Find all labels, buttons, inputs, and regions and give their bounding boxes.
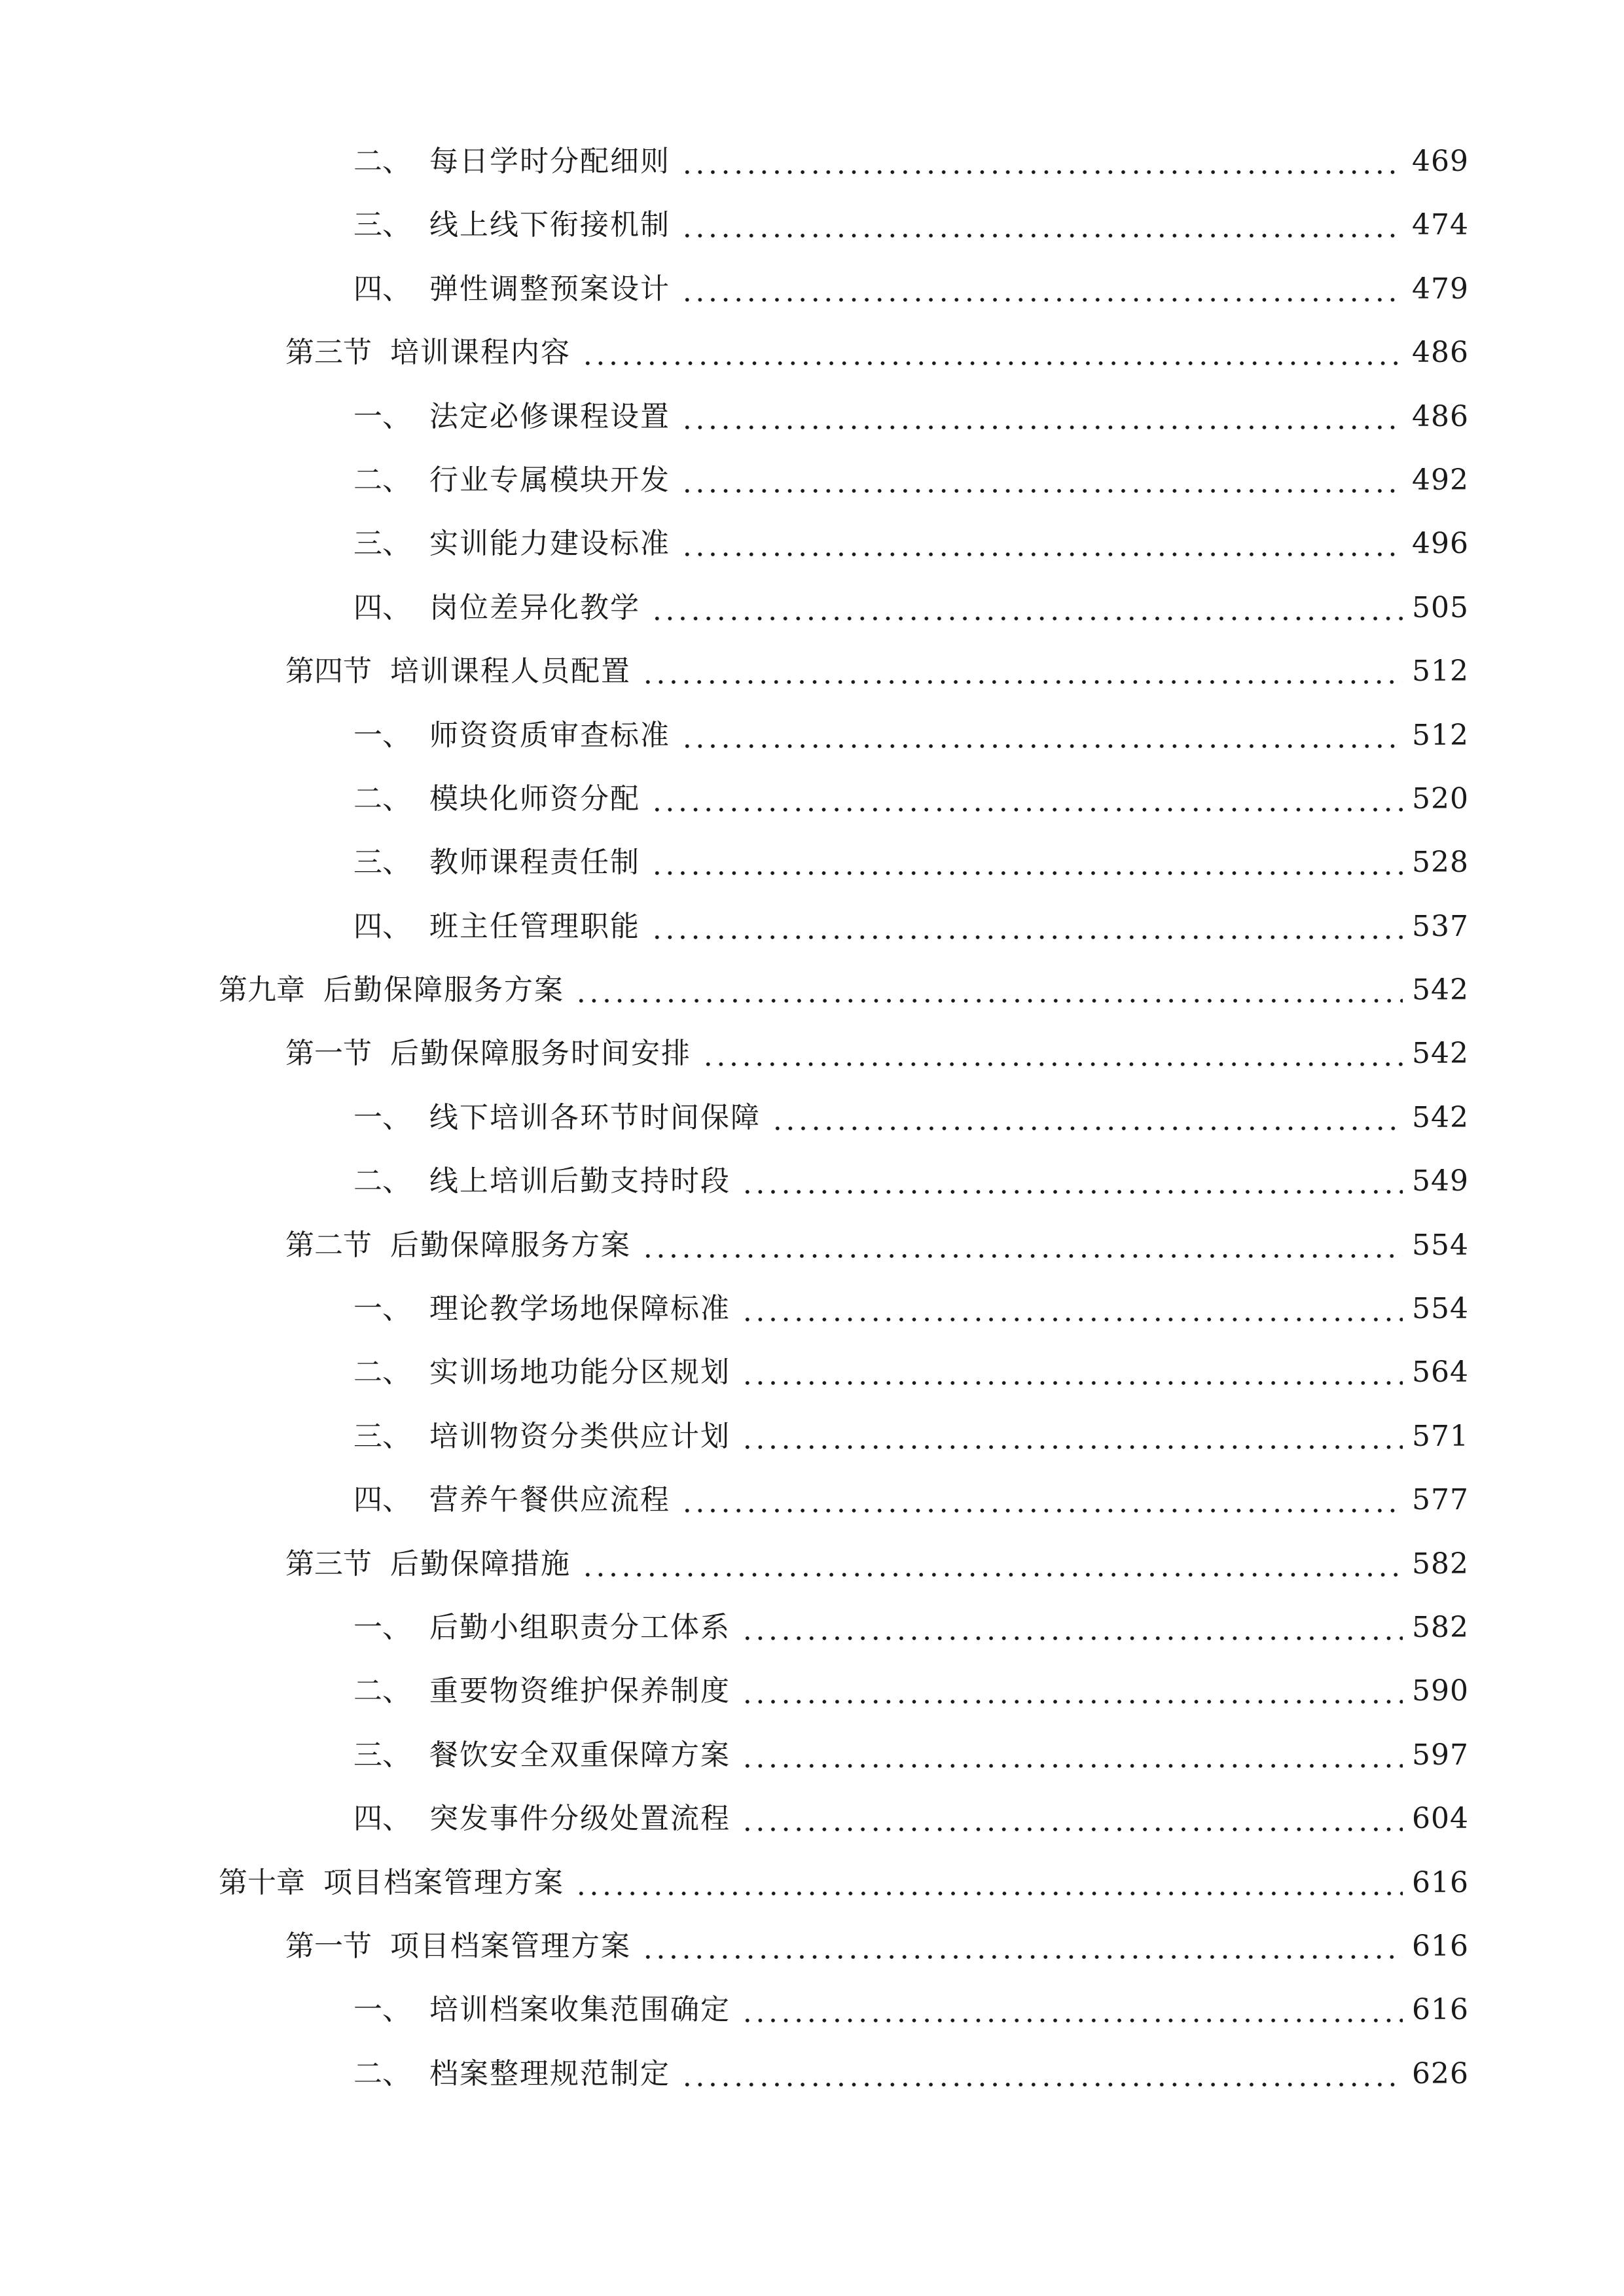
dot-leader — [651, 906, 1403, 947]
dot-leader — [741, 1161, 1403, 1202]
entry-title: 培训课程内容 — [390, 336, 571, 370]
entry-number: 第二节 — [285, 1228, 372, 1262]
entry-title: 后勤保障服务方案 — [323, 973, 564, 1007]
toc-entry[interactable] — [0, 651, 1624, 715]
dot-leader — [771, 1098, 1403, 1138]
dot-leader — [651, 588, 1403, 628]
toc-entry[interactable] — [0, 842, 1624, 906]
dot-leader — [741, 1735, 1403, 1776]
entry-number: 第一节 — [285, 1929, 372, 1963]
entry-number: 一、 — [353, 1610, 411, 1644]
entry-number: 三、 — [353, 527, 411, 561]
toc-entry[interactable] — [0, 1098, 1624, 1161]
entry-page-number: 564 — [1412, 1355, 1469, 1390]
toc-entry[interactable] — [0, 1863, 1624, 1926]
entry-number: 一、 — [353, 1292, 411, 1326]
dot-leader — [581, 1544, 1403, 1585]
dot-leader — [741, 1289, 1403, 1329]
dot-leader — [641, 1225, 1403, 1266]
entry-page-number: 542 — [1412, 1100, 1469, 1134]
entry-page-number: 554 — [1412, 1292, 1469, 1326]
entry-title: 师资资质审查标准 — [429, 718, 670, 752]
entry-page-number: 505 — [1412, 590, 1469, 624]
toc-entry[interactable] — [0, 141, 1624, 205]
toc-entry[interactable] — [0, 1289, 1624, 1352]
dot-leader — [702, 1033, 1403, 1074]
entry-title: 教师课程责任制 — [429, 846, 640, 880]
toc-entry[interactable] — [0, 524, 1624, 587]
toc-entry[interactable] — [0, 1607, 1624, 1671]
toc-entry[interactable] — [0, 1735, 1624, 1799]
dot-leader — [575, 970, 1403, 1011]
entry-number: 二、 — [353, 1355, 411, 1390]
dot-leader — [681, 397, 1403, 437]
entry-number: 第九章 — [219, 973, 305, 1007]
entry-number: 第三节 — [285, 1547, 372, 1581]
dot-leader — [681, 460, 1403, 501]
entry-number: 三、 — [353, 1419, 411, 1453]
entry-title: 餐饮安全双重保障方案 — [429, 1738, 731, 1772]
entry-number: 四、 — [353, 1802, 411, 1836]
entry-page-number: 492 — [1412, 463, 1469, 497]
dot-leader — [741, 1416, 1403, 1457]
entry-title: 培训档案收集范围确定 — [429, 1993, 731, 2027]
dot-leader — [641, 651, 1403, 692]
entry-page-number: 582 — [1412, 1610, 1469, 1644]
entry-title: 档案整理规范制定 — [429, 2056, 670, 2090]
dot-leader — [651, 842, 1403, 883]
dot-leader — [741, 1607, 1403, 1648]
entry-title: 实训能力建设标准 — [429, 527, 670, 561]
entry-page-number: 496 — [1412, 527, 1469, 561]
entry-page-number: 512 — [1412, 655, 1469, 689]
toc-entry[interactable] — [0, 332, 1624, 396]
entry-page-number: 486 — [1412, 336, 1469, 370]
entry-page-number: 520 — [1412, 781, 1469, 816]
entry-page-number: 590 — [1412, 1674, 1469, 1708]
entry-title: 班主任管理职能 — [429, 909, 640, 943]
entry-title: 项目档案管理方案 — [323, 1865, 564, 1899]
dot-leader — [741, 1799, 1403, 1839]
entry-number: 二、 — [353, 463, 411, 497]
entry-number: 一、 — [353, 1993, 411, 2027]
toc-entry[interactable] — [0, 1416, 1624, 1480]
toc-entry[interactable] — [0, 269, 1624, 332]
dot-leader — [681, 2054, 1403, 2094]
entry-page-number: 577 — [1412, 1483, 1469, 1517]
entry-number: 二、 — [353, 781, 411, 816]
entry-page-number: 597 — [1412, 1738, 1469, 1772]
toc-entry[interactable] — [0, 1926, 1624, 1990]
entry-number: 四、 — [353, 909, 411, 943]
dot-leader — [681, 715, 1403, 756]
entry-title: 培训课程人员配置 — [390, 655, 631, 689]
entry-title: 岗位差异化教学 — [429, 590, 640, 624]
entry-page-number: 616 — [1412, 1929, 1469, 1963]
entry-page-number: 486 — [1412, 399, 1469, 433]
entry-title: 线上培训后勤支持时段 — [429, 1164, 731, 1198]
entry-title: 项目档案管理方案 — [390, 1929, 631, 1963]
entry-title: 弹性调整预案设计 — [429, 272, 670, 306]
entry-number: 三、 — [353, 846, 411, 880]
entry-page-number: 528 — [1412, 846, 1469, 880]
dot-leader — [681, 524, 1403, 564]
entry-title: 后勤小组职责分工体系 — [429, 1610, 731, 1644]
dot-leader — [581, 332, 1403, 373]
entry-number: 四、 — [353, 272, 411, 306]
entry-number: 三、 — [353, 208, 411, 242]
entry-page-number: 537 — [1412, 909, 1469, 943]
toc-entry[interactable] — [0, 2054, 1624, 2117]
entry-page-number: 474 — [1412, 208, 1469, 242]
toc-entry[interactable] — [0, 1352, 1624, 1416]
toc-entry[interactable] — [0, 205, 1624, 268]
entry-title: 模块化师资分配 — [429, 781, 640, 816]
dot-leader — [741, 1990, 1403, 2030]
entry-number: 第三节 — [285, 336, 372, 370]
dot-leader — [651, 779, 1403, 819]
entry-title: 重要物资维护保养制度 — [429, 1674, 731, 1708]
dot-leader — [681, 141, 1403, 182]
dot-leader — [681, 1480, 1403, 1520]
entry-title: 线下培训各环节时间保障 — [429, 1100, 761, 1134]
dot-leader — [681, 205, 1403, 245]
entry-title: 营养午餐供应流程 — [429, 1483, 670, 1517]
entry-number: 一、 — [353, 399, 411, 433]
toc-entry[interactable] — [0, 397, 1624, 460]
entry-number: 第十章 — [219, 1865, 305, 1899]
toc-entry[interactable] — [0, 1671, 1624, 1734]
entry-title: 突发事件分级处置流程 — [429, 1802, 731, 1836]
toc-entry[interactable] — [0, 1225, 1624, 1289]
entry-title: 法定必修课程设置 — [429, 399, 670, 433]
entry-number: 四、 — [353, 590, 411, 624]
toc-entry[interactable] — [0, 460, 1624, 524]
entry-page-number: 542 — [1412, 973, 1469, 1007]
entry-title: 线上线下衔接机制 — [429, 208, 670, 242]
entry-title: 实训场地功能分区规划 — [429, 1355, 731, 1390]
entry-number: 二、 — [353, 1164, 411, 1198]
entry-page-number: 604 — [1412, 1802, 1469, 1836]
entry-number: 第四节 — [285, 655, 372, 689]
dot-leader — [741, 1671, 1403, 1712]
entry-number: 三、 — [353, 1738, 411, 1772]
entry-title: 培训物资分类供应计划 — [429, 1419, 731, 1453]
toc-entry[interactable] — [0, 1161, 1624, 1225]
entry-number: 第一节 — [285, 1037, 372, 1071]
entry-page-number: 549 — [1412, 1164, 1469, 1198]
entry-page-number: 626 — [1412, 2056, 1469, 2090]
entry-title: 后勤保障服务时间安排 — [390, 1037, 691, 1071]
entry-page-number: 616 — [1412, 1993, 1469, 2027]
toc-entry[interactable] — [0, 1544, 1624, 1607]
toc-entry[interactable] — [0, 970, 1624, 1033]
toc-entry[interactable] — [0, 588, 1624, 651]
entry-title: 每日学时分配细则 — [429, 145, 670, 178]
entry-number: 二、 — [353, 2056, 411, 2090]
toc-entry[interactable] — [0, 779, 1624, 842]
entry-page-number: 616 — [1412, 1865, 1469, 1899]
entry-title: 后勤保障服务方案 — [390, 1228, 631, 1262]
toc-entry[interactable] — [0, 906, 1624, 970]
entry-number: 一、 — [353, 1100, 411, 1134]
entry-number: 一、 — [353, 718, 411, 752]
entry-page-number: 554 — [1412, 1228, 1469, 1262]
entry-number: 四、 — [353, 1483, 411, 1517]
entry-title: 后勤保障措施 — [390, 1547, 571, 1581]
table-of-contents — [0, 141, 1624, 2117]
dot-leader — [681, 269, 1403, 310]
toc-entry[interactable] — [0, 1799, 1624, 1862]
toc-entry[interactable] — [0, 1033, 1624, 1097]
entry-page-number: 571 — [1412, 1419, 1469, 1453]
dot-leader — [575, 1863, 1403, 1903]
toc-entry[interactable] — [0, 1480, 1624, 1543]
entry-title: 行业专属模块开发 — [429, 463, 670, 497]
entry-number: 二、 — [353, 1674, 411, 1708]
entry-page-number: 582 — [1412, 1547, 1469, 1581]
dot-leader — [641, 1926, 1403, 1967]
entry-page-number: 479 — [1412, 272, 1469, 306]
dot-leader — [741, 1352, 1403, 1393]
entry-page-number: 542 — [1412, 1037, 1469, 1071]
entry-page-number: 469 — [1412, 145, 1469, 178]
toc-entry[interactable] — [0, 715, 1624, 779]
entry-number: 二、 — [353, 145, 411, 178]
toc-entry[interactable] — [0, 1990, 1624, 2053]
entry-title: 理论教学场地保障标准 — [429, 1292, 731, 1326]
entry-page-number: 512 — [1412, 718, 1469, 752]
